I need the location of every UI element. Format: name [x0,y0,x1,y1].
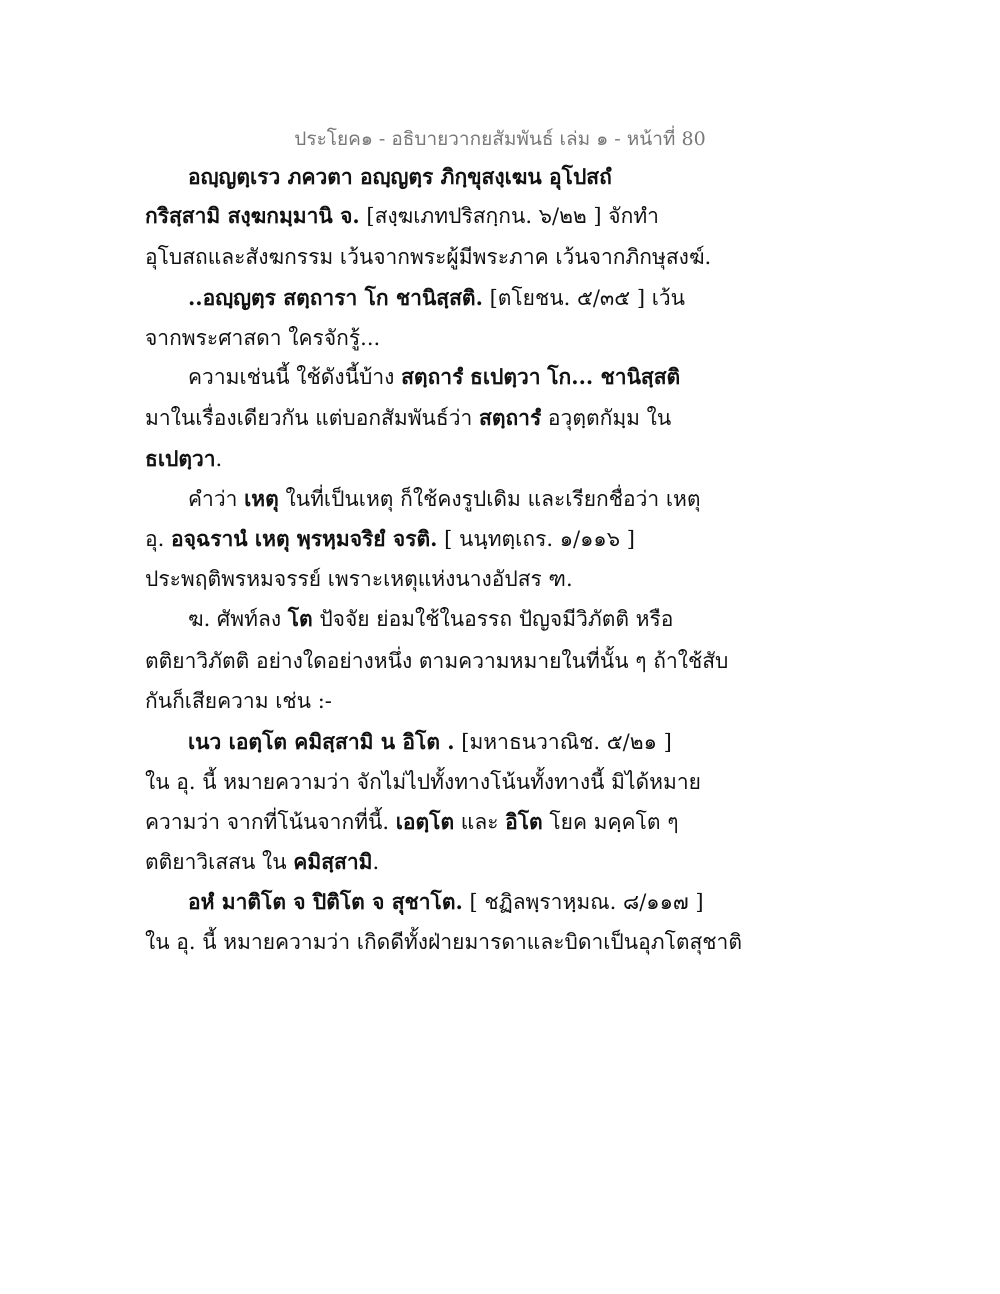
text-segment: อุโบสถและสังฆกรรม เว้นจากพระผู้มีพระภาค เว้นจากภิกษุสงฆ์. [145,245,712,269]
text-segment: ความว่า จากที่โน้นจากที่นี้. [145,810,396,834]
bold-term: ธเปตฺวา [145,446,216,471]
page-header: ประโยค๑ - อธิบายวากยสัมพันธ์ เล่ม ๑ - หน้าที่ 80 [294,128,706,150]
text-line [145,927,742,957]
text-segment: จากพระศาสดา ใครจักรู้... [145,326,381,350]
text-segment: ปัจจัย ย่อมใช้ในอรรถ ปัญจมีวิภัตติ หรือ [312,607,674,631]
bold-term: เนว เอตฺโต คมิสฺสามิ น อิโต . [188,729,455,754]
bold-term: โก... ชานิสฺสติ [547,364,681,389]
text-line [188,604,673,634]
bold-term: กริสฺสามิ สงฺฆกมฺมานิ จ. [145,203,360,228]
text-segment: อุ. [145,527,171,551]
text-line [188,362,680,392]
text-line [188,162,612,192]
text-segment: ใน อุ. นี้ หมายความว่า เกิดดีทั้งฝ่ายมารดาและบิดาเป็นอุภโตสุชาติ [145,930,742,954]
bold-term: สตฺถารํ [479,405,542,430]
text-line [188,283,685,313]
bold-term: เหตุ [244,486,279,511]
text-line [188,727,672,757]
text-line [145,524,635,554]
text-line [188,484,701,514]
bold-term: คมิสฺสามิ [293,849,373,874]
bold-term: อจฺฉรานํ เหตุ พฺรหฺมจริยํ จรติ. [170,526,438,551]
text-line [145,767,701,797]
text-segment: และ [454,810,506,834]
text-segment: . [215,447,223,471]
text-segment: ในที่เป็นเหตุ ก็ใช้คงรูปเดิม และเรียกชื่อว่า เหตุ [278,487,701,511]
text-line [145,807,678,837]
bold-term: อหํ มาติโต จ ปิติโต จ สุชาโต. [188,889,463,914]
text-line [145,242,711,272]
text-line [145,444,222,474]
text-line [188,887,704,917]
text-line [145,403,671,433]
text-segment: [ตโยชน. ๕/๓๕ ] เว้น [482,286,686,310]
text-segment: ฆ. ศัพท์ลง [188,607,288,631]
text-segment: กันก็เสียความ เช่น :- [145,689,332,713]
bold-term: อิโต [505,809,543,834]
text-segment: . [372,850,380,874]
text-segment: [ ชฏิลพฺราหฺมณ. ๘/๑๑๗ ] [462,890,704,914]
text-segment: คำว่า [188,487,245,511]
text-segment: ใน อุ. นี้ หมายความว่า จักไม่ไปทั้งทางโน้นทั้งทางนี้ มิได้หมาย [145,770,701,794]
bold-term: ธเปตฺวา [470,364,541,389]
text-line [145,686,332,716]
bold-term: โต [287,606,313,631]
bold-term: เอตฺโต [395,809,455,834]
text-segment: ความเช่นนี้ ใช้ดังนี้บ้าง [188,365,402,389]
text-segment: [สงฺฆเภทปริสกฺกน. ๖/๒๒ ] จักทำ [359,204,659,228]
text-line [145,323,380,353]
text-line [145,847,379,877]
bold-term: สตฺถารํ [401,364,464,389]
text-segment: [มหาธนวาณิช. ๕/๒๑ ] [454,730,672,754]
text-segment: อวุตฺตกัมฺม ใน [541,406,672,430]
text-segment: [ นนฺทตฺเถร. ๑/๑๑๖ ] [437,527,635,551]
bold-term: ..อญฺญตฺร สตฺถารา โก ชานิสฺสติ. [188,285,483,310]
text-segment: มาในเรื่องเดียวกัน แต่บอกสัมพันธ์ว่า [145,406,479,430]
text-segment: ตติยาวิเสสน ใน [145,850,294,874]
text-segment: โยค มคฺคโต ๆ [542,810,679,834]
text-line [145,646,728,676]
text-line [145,201,659,231]
text-segment: ตติยาวิภัตติ อย่างใดอย่างหนึ่ง ตามความหมายในที่นั้น ๆ ถ้าใช้สับ [145,649,729,673]
text-segment: ประพฤติพรหมจรรย์ เพราะเหตุแห่งนางอัปสร ฑ. [145,567,573,591]
text-line [145,564,573,594]
bold-term: อญฺญตฺเรว ภควตา อญฺญตฺร ภิกฺขุสงฺเฆน อุโปสถํ [188,164,612,189]
